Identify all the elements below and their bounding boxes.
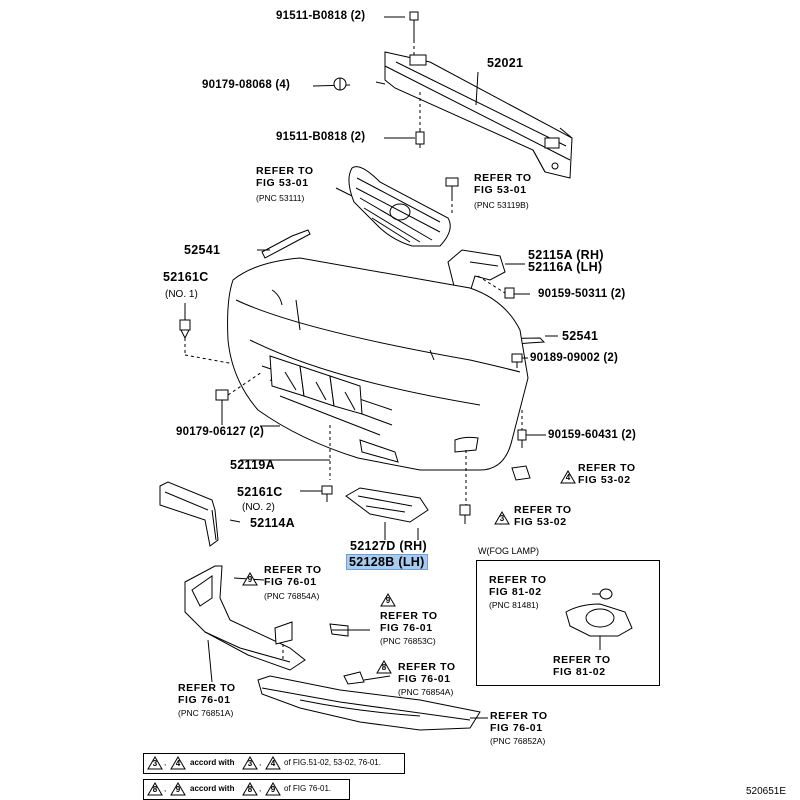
pnc-spoiler-small: (PNC 76854A) xyxy=(398,687,454,697)
marker-number: 8 xyxy=(152,785,158,794)
marker-triangle-icon xyxy=(380,593,396,607)
label-cover-rh: 52127D (RH) xyxy=(350,539,427,553)
ref-line2: FIG 53-01 xyxy=(474,184,527,196)
label-bumper-cover: 52119A xyxy=(230,458,275,472)
legend-triangle-icon xyxy=(147,756,163,770)
marker-number: 4 xyxy=(270,759,276,768)
label-screw-lower: 90159-60431 (2) xyxy=(548,429,637,441)
label-clip-left: 52161C xyxy=(163,270,209,284)
ref-fog-upper xyxy=(489,574,547,598)
legend-row-1 xyxy=(143,753,405,774)
marker-triangle-icon xyxy=(242,572,258,586)
grille-clip-drawing xyxy=(446,178,458,215)
legend-separator: , xyxy=(164,758,167,767)
marker-number: 3 xyxy=(152,759,158,768)
marker-number: 3 xyxy=(247,759,253,768)
legend-triangle-icon xyxy=(147,782,163,796)
marker-number: 4 xyxy=(565,473,571,482)
label-molding-right: 52541 xyxy=(562,329,599,343)
ref-line1: REFER TO xyxy=(578,462,636,474)
label-bracket-rh: 52115A (RH) xyxy=(528,248,604,262)
legend-triangle-icon xyxy=(170,782,186,796)
ref-line2: FIG 81-02 xyxy=(553,666,606,678)
marker-number: 9 xyxy=(247,575,253,584)
ref-line1: REFER TO xyxy=(398,661,456,673)
legend-row-2 xyxy=(143,779,350,800)
legend-separator: , xyxy=(259,784,262,793)
marker-number: 3 xyxy=(499,514,505,523)
label-screw-bracket: 90159-50311 (2) xyxy=(538,288,626,300)
legend-tail-text: of FIG 76-01. xyxy=(284,784,332,793)
pnc-spoiler-front: (PNC 76851A) xyxy=(178,708,234,718)
legend-triangle-icon xyxy=(265,782,281,796)
ref-bumper-right xyxy=(578,462,636,486)
ref-line1: REFER TO xyxy=(489,574,547,586)
label-bolt-top: 91511-B0818 (2) xyxy=(276,10,366,22)
marker-triangle-icon xyxy=(376,660,392,674)
ref-line1: REFER TO xyxy=(514,504,572,516)
ref-bumper-lower xyxy=(514,504,572,528)
ref-line1: REFER TO xyxy=(553,654,611,666)
ref-line2: FIG 76-01 xyxy=(178,694,231,706)
marker-number: 9 xyxy=(385,596,391,605)
label-molding-left: 52541 xyxy=(184,243,221,257)
label-clip-center: 52161C xyxy=(237,485,283,499)
grille-drawing xyxy=(336,167,450,246)
figure-number: 520651E xyxy=(745,786,786,797)
marker-number: 4 xyxy=(175,759,181,768)
label-bracket-lh: 52116A (LH) xyxy=(528,260,603,274)
pnc-spoiler-mid: (PNC 76853C) xyxy=(380,636,436,646)
ref-line1: REFER TO xyxy=(178,682,236,694)
ref-line1: REFER TO xyxy=(264,564,322,576)
legend-accord-text: accord with xyxy=(190,758,235,767)
ref-line2: FIG 76-01 xyxy=(264,576,317,588)
pnc-fog-upper: (PNC 81481) xyxy=(489,600,539,610)
ref-spoiler-left xyxy=(264,564,322,588)
marker-triangle-icon xyxy=(560,470,576,484)
bumper-cover-drawing xyxy=(228,258,528,470)
ref-line2: FIG 53-01 xyxy=(256,177,309,189)
legend-separator: , xyxy=(164,784,167,793)
ref-line1: REFER TO xyxy=(490,710,548,722)
label-reinforcement: 52021 xyxy=(487,56,524,70)
bumper-reinforcement-drawing xyxy=(385,52,572,178)
ref-grille-left xyxy=(256,165,314,189)
plate-bracket-drawing xyxy=(160,482,218,546)
label-plate: 52114A xyxy=(250,516,295,530)
ref-line2: FIG 53-02 xyxy=(578,474,631,486)
marker-number: 9 xyxy=(270,785,276,794)
ref-line1: REFER TO xyxy=(474,172,532,184)
fog-lamp-title: W(FOG LAMP) xyxy=(478,546,539,556)
marker-triangle-icon xyxy=(494,511,510,525)
label-nut-lower-left: 90179-06127 (2) xyxy=(176,426,265,438)
ref-line2: FIG 81-02 xyxy=(489,586,542,598)
ref-spoiler-rear xyxy=(490,710,548,734)
label-bolt-bottom: 91511-B0818 (2) xyxy=(276,131,366,143)
ref-line2: FIG 76-01 xyxy=(490,722,543,734)
ref-spoiler-small xyxy=(398,661,456,685)
ref-spoiler-front xyxy=(178,682,236,706)
label-nut-right: 90189-09002 (2) xyxy=(530,352,619,364)
marker-number: 9 xyxy=(175,785,181,794)
legend-triangle-icon xyxy=(265,756,281,770)
label-nut-left: 90179-08068 (4) xyxy=(202,79,291,91)
legend-separator: , xyxy=(259,758,262,767)
marker-number: 8 xyxy=(381,663,387,672)
legend-tail-text: of FIG.51-02, 53-02, 76-01. xyxy=(284,758,381,767)
label-clip-center-no: (NO. 2) xyxy=(242,502,275,513)
fog-cover-drawing xyxy=(346,488,428,540)
ref-line1: REFER TO xyxy=(256,165,314,177)
legend-triangle-icon xyxy=(170,756,186,770)
ref-spoiler-mid xyxy=(380,610,438,634)
pnc-spoiler-rear: (PNC 76852A) xyxy=(490,736,546,746)
legend-accord-text: accord with xyxy=(190,784,235,793)
marker-number: 8 xyxy=(247,785,253,794)
legend-triangle-icon xyxy=(242,782,258,796)
pnc-grille-right: (PNC 53119B) xyxy=(474,200,529,210)
ref-line2: FIG 76-01 xyxy=(380,622,433,634)
pnc-spoiler-left: (PNC 76854A) xyxy=(264,591,320,601)
pnc-grille-left: (PNC 53111) xyxy=(256,193,305,203)
label-clip-left-no: (NO. 1) xyxy=(165,289,198,300)
ref-fog-lower xyxy=(553,654,611,678)
clip-no2-drawing xyxy=(300,486,332,502)
ref-line2: FIG 76-01 xyxy=(398,673,451,685)
ref-line2: FIG 53-02 xyxy=(514,516,567,528)
ref-grille-right xyxy=(474,172,532,196)
label-cover-lh-highlighted[interactable]: 52128B (LH) xyxy=(349,555,425,569)
ref-line1: REFER TO xyxy=(380,610,438,622)
legend-triangle-icon xyxy=(242,756,258,770)
